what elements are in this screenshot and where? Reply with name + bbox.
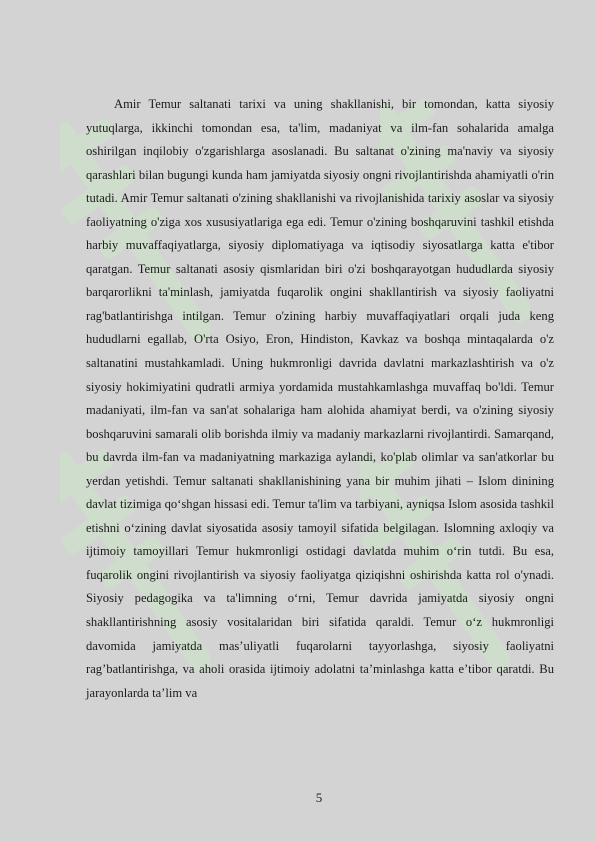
page-number: 5 <box>315 790 323 805</box>
body-text <box>86 93 554 705</box>
paragraph: Amir Temur saltanati tarixi va uning shakllanishi, bir tomondan, katta siyosiy yutuqlarga, ikkinchi tomondan esa, ta'lim, madaniyat va ilm-fan sohalarida amalga oshirilgan inqilobiy o'zgarishlarga asoslanadi. Bu saltanat o'zining ma'naviy va siyosiy qarashlari bilan bugungi kunda ham jamiyatda siyosiy ongni rivojlantirishda ahamiyatli o'rin tutadi. Amir Temur saltanati o'zining shakllanishi va rivojlanishida tarixiy asoslar va siyosiy faoliyatning o'ziga xos xususiyatlariga ega edi. Temur o'zining boshqaruvini tashkil etishda harbiy muvaffaqiyatlarga, siyosiy diplomatiyaga va iqtisodiy siyosatlarga katta e'tibor qaratgan. Temur saltanati asosiy qismlaridan biri o'zi boshqarayotgan hududlarda siyosiy barqarorlikni ta'minlash, jamiyatda fuqarolik ongini shakllantirish va siyosiy faoliyatni rag'batlantirishga intilgan. Temur o'zining harbiy muvaffaqiyatlari orqali juda keng hududlarni egallab, O'rta Osiyo, Eron, Hindiston, Kavkaz va boshqa mintaqalarda o'z saltanatini mustahkamladi. Uning hukmronligi davrida davlatni markazlashtirish va o'z siyosiy hokimiyatini qudratli armiya yordamida mustahkamlashga muvaffaq bo'ldi. Temur madaniyati, ilm-fan va san'at sohalariga ham alohida ahamiyat berdi, va o'zining siyosiy boshqaruvini samarali olib borishda ilmiy va madaniy markazlarni rivojlantirdi. Samarqand, bu davrda ilm-fan va madaniyatning markaziga aylandi, ko'plab olimlar va san'atkorlar bu yerdan yetishdi. Temur saltanati shakllanishining yana bir muhim jihati – Islom dinining davlat tizimiga qo‘shgan hissasi edi. Temur ta'lim va tarbiyani, ayniqsa Islom asosida tashkil etishni o‘zining davlat siyosatida asosiy tamoyil sifatida belgilagan. Islomning axloqiy va ijtimoiy tamoyillari Temur hukmronligi ostidagi davlatda muhim o‘rin tutdi. Bu esa, fuqarolik ongini rivojlantirish va siyosiy faoliyatga qiziqishni oshirishda katta rol o'ynadi. Siyosiy pedagogika va ta'limning o‘rni, Temur davrida jamiyatda siyosiy ongni shakllantirishning asosiy vositalaridan biri sifatida qaraldi. Temur o‘z hukmronligi davomida jamiyatda mas’uliyatli fuqarolarni tayyorlashga, siyosiy faoliyatni rag’batlantirishga, va aholi orasida ijtimoiy adolatni ta’minlashga katta e’tibor qaratdi. Bu jarayonlarda ta’lim va <box>86 97 554 700</box>
